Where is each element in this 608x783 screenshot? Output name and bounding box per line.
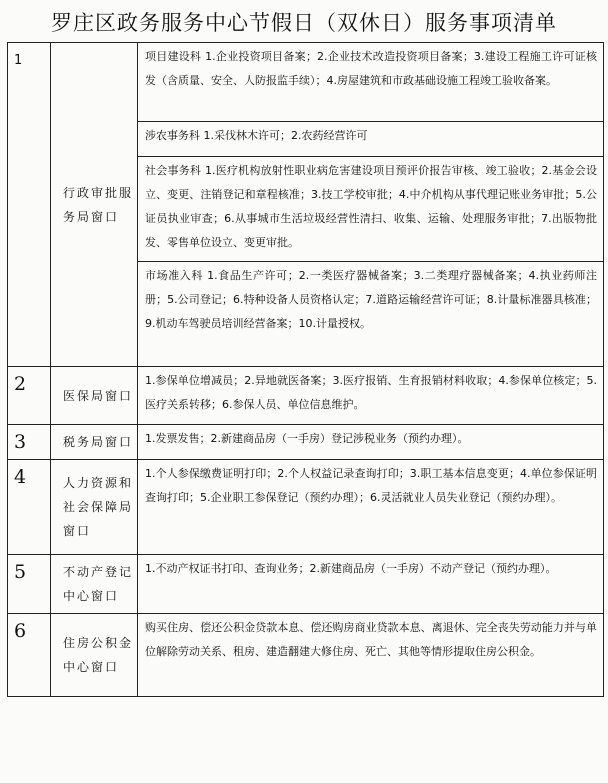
table-row xyxy=(8,460,604,555)
service-items: 1.发票发售；2.新建商品房（一手房）登记涉税业务（预约办理）。 xyxy=(138,425,604,460)
table-row xyxy=(8,555,604,614)
service-items: 社会事务科 1.医疗机构放射性职业病危害建设项目预评价报告审核、竣工验收；2.基金会设立、变更、注销登记和章程核准；3.技工学校审批；4.中介机构从事代理记账业务审批；5.公证员执业审查；6.从事城市生活垃圾经营性清扫、收集、运输、处理服务审批；7.出版物批发、零售单位设立、变更审批。 xyxy=(138,157,604,262)
department-name: 人力资源和社会保障局窗口 xyxy=(51,460,138,555)
row-number: 5 xyxy=(8,555,51,614)
department-name: 不动产登记中心窗口 xyxy=(51,555,138,614)
table-row xyxy=(8,43,604,122)
row-number: 4 xyxy=(8,460,51,555)
service-items: 涉农事务科 1.采伐林木许可；2.农药经营许可 xyxy=(138,122,604,157)
service-items: 购买住房、偿还公积金贷款本息、偿还购房商业贷款本息、离退休、完全丧失劳动能力并与单位解除劳动关系、租房、建造翻建大修住房、死亡、其他等情形提取住房公积金。 xyxy=(138,614,604,697)
service-items: 1.个人参保缴费证明打印；2.个人权益记录查询打印；3.职工基本信息变更；4.单位参保证明查询打印；5.企业职工参保登记（预约办理）；6.灵活就业人员失业登记（预约办理）。 xyxy=(138,460,604,555)
service-items: 项目建设科 1.企业投资项目备案；2.企业技术改造投资项目备案；3.建设工程施工许可证核发（含质量、安全、人防报监手续）；4.房屋建筑和市政基础设施工程竣工验收备案。 xyxy=(138,43,604,122)
service-items: 1.参保单位增减员；2.异地就医备案；3.医疗报销、生育报销材料收取；4.参保单位核定；5.医疗关系转移；6.参保人员、单位信息维护。 xyxy=(138,367,604,425)
department-name: 住房公积金中心窗口 xyxy=(51,614,138,697)
service-items-table xyxy=(7,42,604,697)
table-row xyxy=(8,614,604,697)
row-number: 6 xyxy=(8,614,51,697)
page-title: 罗庄区政务服务中心节假日（双休日）服务事项清单 xyxy=(51,11,557,35)
service-items: 市场准入科 1.食品生产许可；2.一类医疗器械备案；3.二类理疗器械备案；4.执业药师注册；5.公司登记；6.特种设备人员资格认定；7.道路运输经营许可证；8.计量标准器具核准；9.机动车驾驶员培训经营备案；10.计量授权。 xyxy=(138,262,604,367)
service-items: 1.不动产权证书打印、查询业务；2.新建商品房（一手房）不动产登记（预约办理）。 xyxy=(138,555,604,614)
row-number: 3 xyxy=(8,425,51,460)
department-name: 税务局窗口 xyxy=(51,425,138,460)
row-number: 2 xyxy=(8,367,51,425)
table-row xyxy=(8,367,604,425)
row-number: 1 xyxy=(8,43,51,367)
department-name: 行政审批服务局窗口 xyxy=(51,43,138,367)
department-name: 医保局窗口 xyxy=(51,367,138,425)
table-row xyxy=(8,425,604,460)
